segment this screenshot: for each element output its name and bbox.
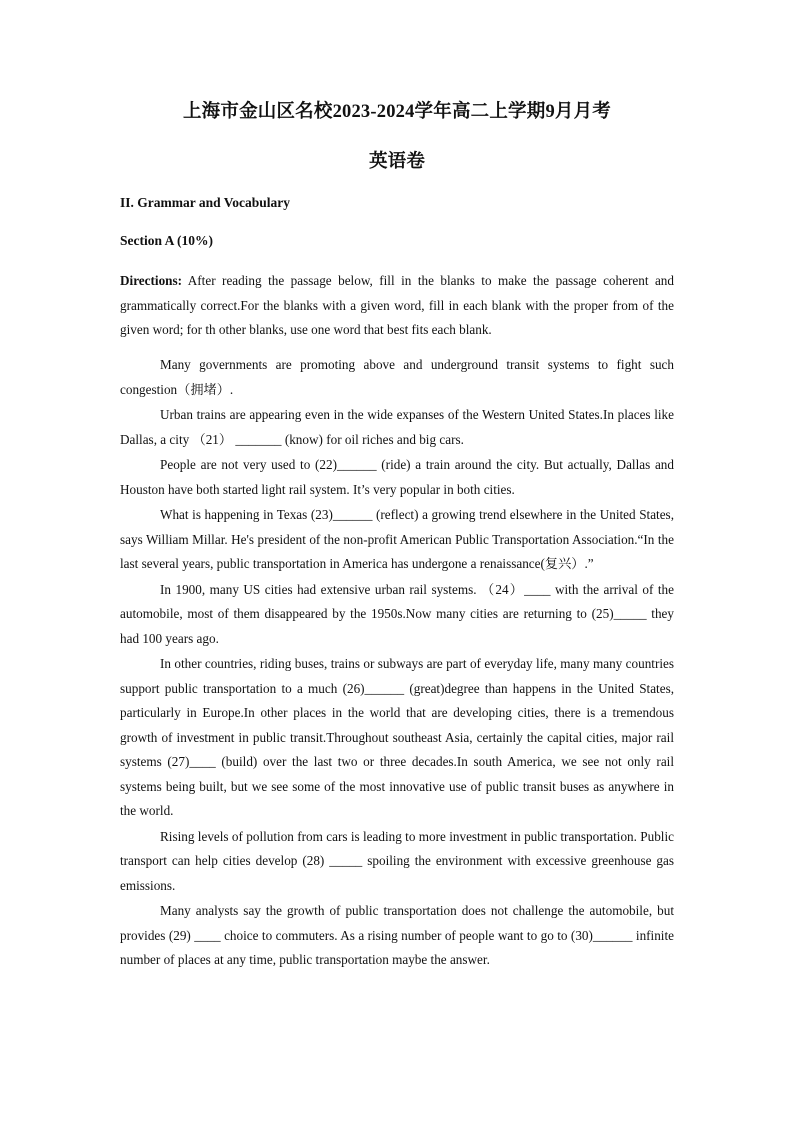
passage-paragraph: In 1900, many US cities had extensive urban rail systems. （24）____ with the arrival of the automobile, most of them disappeared by the 1950s.Now many cities are returning to (25)_____ they had 100 years ago. bbox=[120, 581, 674, 646]
exam-title: 上海市金山区名校2023-2024学年高二上学期9月月考 bbox=[182, 102, 611, 122]
directions-text: After reading the passage below, fill in the blanks to make the passage coherent and grammatically correct.For the blanks with a given word, fill in each blank with the proper from of the given word; for th other blanks, use one word that best fits each blank. bbox=[120, 273, 674, 337]
passage-paragraph: People are not very used to (22)______ (ride) a train around the city. But actually, Dallas and Houston have both started light rail system. It’s very popular in both cities. bbox=[120, 457, 674, 497]
passage bbox=[120, 353, 674, 974]
directions-label: Directions: bbox=[120, 273, 183, 288]
exam-subtitle: 英语卷 bbox=[368, 152, 426, 172]
subsection-heading: Section A (10%) bbox=[120, 233, 213, 248]
passage-paragraph: What is happening in Texas (23)______ (reflect) a growing trend elsewhere in the United States, says William Millar. He's president of the non-profit American Public Transportation Association.“In the last several years, public transportation in America has undergone a renaissance(复兴）.” bbox=[120, 507, 674, 571]
passage-paragraph: Rising levels of pollution from cars is leading to more investment in public transportation. Public transport can help cities develop (28) _____ spoiling the environment with excessive greenhouse gas emissions. bbox=[120, 828, 674, 893]
passage-paragraph: Urban trains are appearing even in the wide expanses of the Western United States.In places like Dallas, a city （21） _______ (know) for oil riches and big cars. bbox=[120, 407, 674, 447]
directions bbox=[120, 269, 674, 343]
section-heading: II. Grammar and Vocabulary bbox=[120, 195, 291, 210]
passage-paragraph: Many governments are promoting above and underground transit systems to fight such congestion（拥堵）. bbox=[120, 357, 674, 397]
passage-paragraph: Many analysts say the growth of public transportation does not challenge the automobile, but provides (29) ____ choice to commuters. As a rising number of people want to go to (30)______ infinite number of places at any time, public transportation maybe the answer. bbox=[120, 903, 674, 967]
passage-paragraph: In other countries, riding buses, trains or subways are part of everyday life, many many countries support public transportation to a much (26)______ (great)degree than happens in the United States, particularly in Europe.In other places in the world that are developing cities, there is a tremendous growth of investment in public transit.Throughout southeast Asia, certainly the capital cities, major rail systems (27)____ (build) over the last two or three decades.In south America, we see not only rail systems being built, but we see some of the most innovative use of public transit buses as anywhere in the world. bbox=[120, 656, 674, 818]
